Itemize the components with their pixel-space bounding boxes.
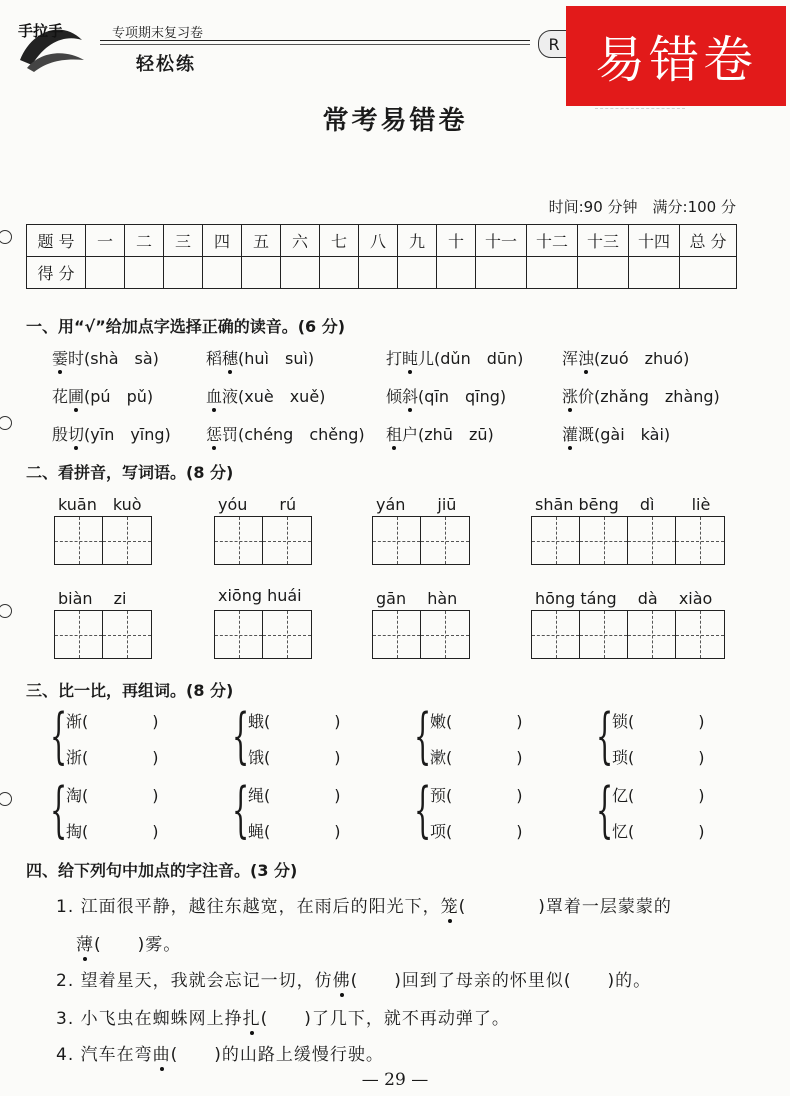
score-cell[interactable] <box>398 257 437 289</box>
logo-text: 手拉手 <box>18 22 64 40</box>
table-cell: 九 <box>398 225 437 257</box>
header-rule <box>100 40 530 41</box>
writing-grid[interactable] <box>214 516 312 565</box>
category-banner: 易错卷 <box>566 6 786 106</box>
writing-cell[interactable] <box>373 611 421 658</box>
sentence-line[interactable] <box>56 966 651 991</box>
writing-cell[interactable] <box>676 517 724 564</box>
compare-word[interactable]: 项( ) <box>430 822 523 841</box>
table-cell: 十三 <box>578 225 629 257</box>
item-options: (yīn yīng) <box>84 425 171 444</box>
dotted-char: 切 <box>68 425 85 444</box>
table-cell: 题 号 <box>27 225 86 257</box>
pinyin-label: gān hàn <box>376 589 458 608</box>
item-options: 价(zhǎng zhàng) <box>578 387 720 406</box>
compare-word[interactable]: 漱( ) <box>430 748 523 767</box>
brace-icon: { <box>50 701 68 771</box>
table-cell: 三 <box>164 225 203 257</box>
dotted-char: 租 <box>386 425 403 444</box>
score-cell[interactable] <box>437 257 476 289</box>
binding-ring <box>0 792 12 806</box>
writing-cell[interactable] <box>215 611 263 658</box>
writing-cell[interactable] <box>55 611 103 658</box>
writing-cell[interactable] <box>628 611 676 658</box>
dotted-char: 曲 <box>152 1045 171 1065</box>
dotted-char: 浊 <box>578 349 595 368</box>
compare-word[interactable]: 琐( ) <box>612 748 705 767</box>
pronunciation-item[interactable] <box>386 346 523 369</box>
item-prefix: 殷 <box>52 425 69 444</box>
sentence-suffix: ( )了几下，就不再动弹了。 <box>260 1009 510 1029</box>
item-options: (qīn qīng) <box>418 387 507 406</box>
pinyin-label: hōng táng dà xiào <box>535 589 713 608</box>
brace-icon: { <box>232 701 250 771</box>
sentence-suffix: ( )的山路上缓慢行驶。 <box>170 1045 384 1065</box>
item-options: (pú pǔ) <box>84 387 154 406</box>
writing-cell[interactable] <box>103 611 151 658</box>
compare-word[interactable]: 淘( ) <box>66 786 159 805</box>
compare-word[interactable]: 绳( ) <box>248 786 341 805</box>
sentence-line[interactable] <box>56 1004 510 1029</box>
dotted-char: 笼 <box>440 897 459 917</box>
writing-cell[interactable] <box>421 611 469 658</box>
table-cell: 五 <box>242 225 281 257</box>
score-cell[interactable] <box>203 257 242 289</box>
pronunciation-item[interactable] <box>206 422 365 445</box>
writing-cell[interactable] <box>580 517 628 564</box>
table-cell: 总 分 <box>680 225 737 257</box>
page-title: 常考易错卷 <box>322 106 468 136</box>
writing-cell[interactable] <box>263 517 311 564</box>
compare-word[interactable]: 掏( ) <box>66 822 159 841</box>
section-3-title: 三、比一比，再组词。(8 分) <box>26 681 234 700</box>
writing-grid[interactable] <box>531 610 725 659</box>
brace-icon: { <box>596 775 614 845</box>
sentence-line[interactable] <box>56 892 672 917</box>
table-cell: 八 <box>359 225 398 257</box>
pronunciation-item[interactable] <box>206 346 314 369</box>
item-options: (zuó zhuó) <box>594 349 690 368</box>
writing-cell[interactable] <box>55 517 103 564</box>
pronunciation-item[interactable] <box>562 346 689 369</box>
item-options: 儿(dǔn dūn) <box>418 349 524 368</box>
dotted-char: 佛 <box>332 971 351 991</box>
sentence-suffix: ( )罩着一层蒙蒙的 <box>458 897 672 917</box>
compare-word[interactable]: 浙( ) <box>66 748 159 767</box>
writing-cell[interactable] <box>103 517 151 564</box>
score-cell[interactable] <box>320 257 359 289</box>
item-options: 液(xuè xuě) <box>222 387 326 406</box>
dotted-char: 薄 <box>76 935 94 955</box>
item-options: (huì suì) <box>238 349 315 368</box>
writing-cell[interactable] <box>421 517 469 564</box>
compare-word[interactable]: 锁( ) <box>612 712 705 731</box>
pronunciation-item[interactable] <box>52 346 159 369</box>
edition-badge: R <box>538 30 570 58</box>
writing-grid[interactable] <box>372 610 470 659</box>
section-4-title: 四、给下列句中加点的字注音。(3 分) <box>26 861 298 880</box>
dotted-char: 涨 <box>562 387 579 406</box>
binding-ring <box>0 230 12 244</box>
header-rule-thin <box>100 44 530 45</box>
pronunciation-item[interactable] <box>562 384 720 407</box>
item-prefix: 花 <box>52 387 69 406</box>
writing-cell[interactable] <box>676 611 724 658</box>
score-header-row <box>27 225 737 257</box>
brace-icon: { <box>232 775 250 845</box>
score-cell[interactable] <box>527 257 578 289</box>
dotted-char: 圃 <box>68 387 85 406</box>
writing-grid[interactable] <box>531 516 725 565</box>
page-number: — 29 — <box>361 1070 429 1090</box>
item-prefix: 浑 <box>562 349 579 368</box>
item-prefix: 打 <box>386 349 403 368</box>
sentence-prefix: 3. 小飞虫在蜘蛛网上挣 <box>56 1009 243 1029</box>
table-cell: 十二 <box>527 225 578 257</box>
score-cell[interactable] <box>680 257 737 289</box>
sentence-line[interactable] <box>56 1040 384 1065</box>
brace-icon: { <box>414 775 432 845</box>
score-cell[interactable] <box>476 257 527 289</box>
dotted-char: 血 <box>206 387 223 406</box>
pronunciation-item[interactable] <box>386 422 494 445</box>
score-cell[interactable] <box>359 257 398 289</box>
table-cell: 得 分 <box>27 257 86 289</box>
score-value-row <box>27 257 737 289</box>
dotted-char: 穗 <box>222 349 239 368</box>
publisher-logo <box>12 10 92 72</box>
writing-grid[interactable] <box>54 516 152 565</box>
writing-grid[interactable] <box>214 610 312 659</box>
table-cell: 十一 <box>476 225 527 257</box>
table-cell: 十四 <box>629 225 680 257</box>
score-cell[interactable] <box>86 257 125 289</box>
sentence-prefix: 2. 望着星天，我就会忘记一切，仿 <box>56 971 333 991</box>
score-cell[interactable] <box>281 257 320 289</box>
table-cell: 七 <box>320 225 359 257</box>
brace-icon: { <box>50 775 68 845</box>
dotted-char: 霎 <box>52 349 69 368</box>
table-cell: 一 <box>86 225 125 257</box>
item-options: 户(zhū zū) <box>402 425 494 444</box>
table-cell: 六 <box>281 225 320 257</box>
pinyin-label: shān bēng dì liè <box>535 495 711 514</box>
item-options: 罚(chéng chěng) <box>222 425 365 444</box>
writing-cell[interactable] <box>580 611 628 658</box>
time-info: 时间:90 分钟 满分:100 分 <box>548 198 736 216</box>
pinyin-label: biàn zi <box>58 589 127 608</box>
item-prefix: 稻 <box>206 349 223 368</box>
series-name: 专项期末复习卷 <box>112 26 204 41</box>
binding-ring <box>0 604 12 618</box>
sentence-suffix: ( )回到了母亲的怀里似( )的。 <box>350 971 652 991</box>
dotted-char: 惩 <box>206 425 223 444</box>
item-options: 溉(gài kài) <box>578 425 671 444</box>
section-2-title: 二、看拼音，写词语。(8 分) <box>26 463 234 482</box>
table-cell: 四 <box>203 225 242 257</box>
pronunciation-item[interactable] <box>52 384 153 407</box>
writing-grid[interactable] <box>372 516 470 565</box>
pinyin-label: yán jiū <box>376 495 457 514</box>
dotted-char: 灌 <box>562 425 579 444</box>
score-cell[interactable] <box>578 257 629 289</box>
score-cell[interactable] <box>629 257 680 289</box>
compare-word[interactable]: 蛾( ) <box>248 712 341 731</box>
binding-ring <box>0 416 12 430</box>
compare-word[interactable]: 预( ) <box>430 786 523 805</box>
pronunciation-item[interactable] <box>386 384 506 407</box>
compare-word[interactable]: 忆( ) <box>612 822 705 841</box>
writing-cell[interactable] <box>263 611 311 658</box>
compare-word[interactable]: 蝇( ) <box>248 822 341 841</box>
pinyin-label: kuān kuò <box>58 495 142 514</box>
item-prefix: 倾 <box>386 387 403 406</box>
compare-word[interactable]: 嫩( ) <box>430 712 523 731</box>
pronunciation-item[interactable] <box>52 422 171 445</box>
table-cell: 十 <box>437 225 476 257</box>
table-cell: 二 <box>125 225 164 257</box>
sentence-suffix: ( )雾。 <box>94 935 182 955</box>
brand-name: 轻松练 <box>136 54 196 75</box>
section-1-title: 一、用“√”给加点字选择正确的读音。(6 分) <box>26 317 346 336</box>
dotted-char: 扎 <box>242 1009 261 1029</box>
score-cell[interactable] <box>242 257 281 289</box>
brace-icon: { <box>414 701 432 771</box>
score-cell[interactable] <box>164 257 203 289</box>
sentence-prefix: 4. 汽车在弯 <box>56 1045 153 1065</box>
sentence-line[interactable] <box>76 930 181 955</box>
writing-cell[interactable] <box>373 517 421 564</box>
item-options: 时(shà sà) <box>68 349 159 368</box>
writing-cell[interactable] <box>628 517 676 564</box>
compare-word[interactable]: 亿( ) <box>612 786 705 805</box>
writing-cell[interactable] <box>532 611 580 658</box>
score-cell[interactable] <box>125 257 164 289</box>
score-table <box>26 224 737 289</box>
pronunciation-item[interactable] <box>206 384 325 407</box>
brace-icon: { <box>596 701 614 771</box>
dotted-char: 斜 <box>402 387 419 406</box>
pinyin-label: yóu rú <box>218 495 297 514</box>
writing-cell[interactable] <box>215 517 263 564</box>
sentence-prefix: 1. 江面很平静，越往东越宽，在雨后的阳光下， <box>56 897 441 917</box>
pronunciation-item[interactable] <box>562 422 670 445</box>
compare-word[interactable]: 饿( ) <box>248 748 341 767</box>
pinyin-label: xiōng huái <box>218 586 302 605</box>
writing-cell[interactable] <box>532 517 580 564</box>
compare-word[interactable]: 渐( ) <box>66 712 159 731</box>
dotted-char: 盹 <box>402 349 419 368</box>
writing-grid[interactable] <box>54 610 152 659</box>
